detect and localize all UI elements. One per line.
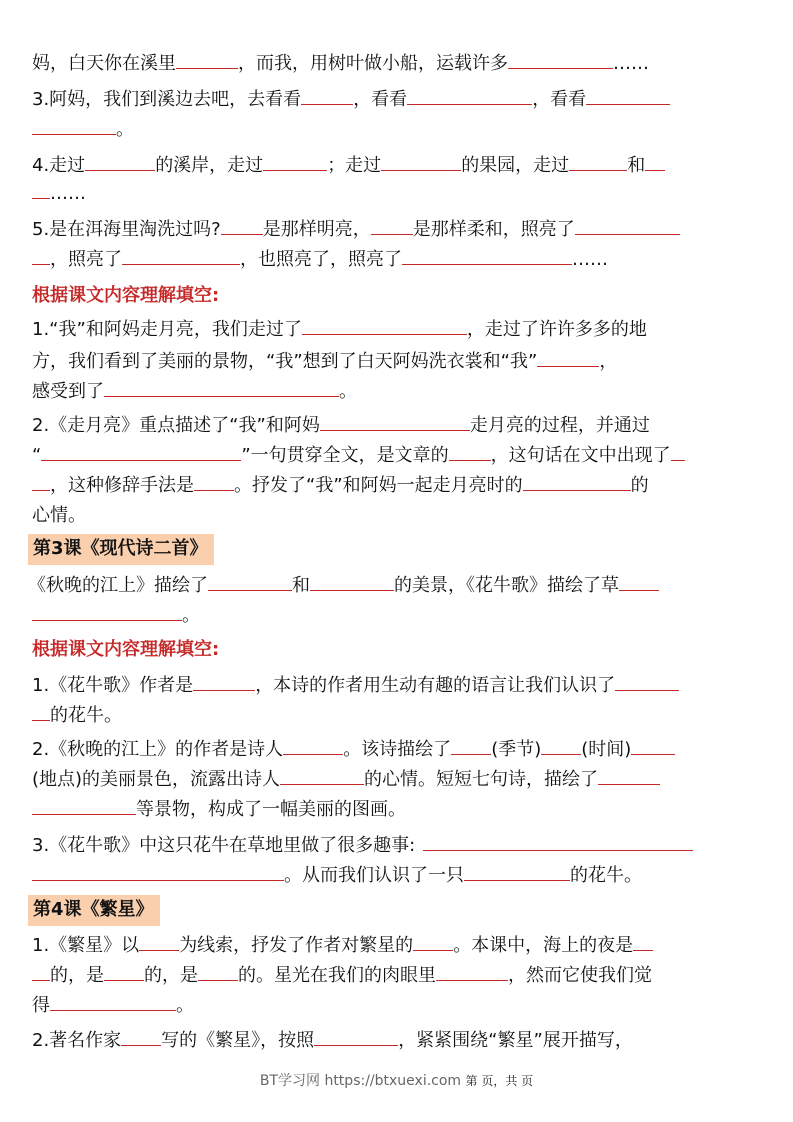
blank[interactable] bbox=[633, 932, 653, 951]
page-number: 第 页，共 页 bbox=[465, 1074, 534, 1088]
text-line: 1.“我”和阿妈走月亮，我们走过了 ，走过了许许多多的地 bbox=[32, 316, 772, 343]
blank[interactable] bbox=[381, 152, 461, 171]
text-line: 3.《花牛歌》中这只花牛在草地里做了很多趣事: bbox=[32, 832, 772, 859]
blank[interactable] bbox=[645, 152, 665, 171]
text-line: 。 bbox=[32, 116, 772, 143]
blank[interactable] bbox=[263, 152, 327, 171]
blank[interactable] bbox=[32, 862, 284, 881]
blank[interactable] bbox=[32, 180, 50, 199]
text-line: 。 bbox=[32, 602, 772, 629]
watermark-text: BT学习网 https://btxuexi.com bbox=[259, 1073, 462, 1089]
blank[interactable] bbox=[104, 962, 144, 981]
text-line: ，照亮了 ，也照亮了，照亮了 …… bbox=[32, 246, 772, 273]
blank[interactable] bbox=[407, 86, 532, 105]
blank[interactable] bbox=[301, 86, 353, 105]
text-line: 1.《繁星》以 为线索，抒发了作者对繁星的 。本课中，海上的夜是 bbox=[32, 932, 772, 959]
blank[interactable] bbox=[283, 736, 343, 755]
blank[interactable] bbox=[302, 316, 467, 335]
blank[interactable] bbox=[615, 672, 679, 691]
text-line: 妈，白天你在溪里 ，而我，用树叶做小船，运载许多 …… bbox=[32, 50, 772, 77]
blank[interactable] bbox=[464, 862, 570, 881]
blank[interactable] bbox=[320, 412, 470, 431]
blank[interactable] bbox=[221, 216, 263, 235]
blank[interactable] bbox=[139, 932, 179, 951]
text-line: 等景物，构成了一幅美丽的图画。 bbox=[32, 796, 772, 823]
blank[interactable] bbox=[121, 1027, 161, 1046]
blank[interactable] bbox=[541, 736, 581, 755]
text-line: 2.《走月亮》重点描述了“我”和阿妈 走月亮的过程，并通过 bbox=[32, 412, 772, 439]
text-line: 3.阿妈，我们到溪边去吧，去看看 ，看看 ，看看 bbox=[32, 86, 772, 113]
blank[interactable] bbox=[41, 442, 241, 461]
blank[interactable] bbox=[32, 246, 50, 265]
blank[interactable] bbox=[310, 572, 394, 591]
blank[interactable] bbox=[104, 378, 339, 397]
blank[interactable] bbox=[32, 602, 182, 621]
text-line: “ ”一句贯穿全文，是文章的 ，这句话在文中出现了 bbox=[32, 442, 772, 469]
text-line: 感受到了 。 bbox=[32, 378, 772, 405]
blank[interactable] bbox=[280, 766, 364, 785]
blank[interactable] bbox=[371, 216, 413, 235]
text-line: ，这种修辞手法是 。抒发了“我”和阿妈一起走月亮时的 的 bbox=[32, 472, 772, 499]
blank[interactable] bbox=[85, 152, 155, 171]
blank[interactable] bbox=[537, 348, 599, 367]
blank[interactable] bbox=[198, 962, 238, 981]
blank[interactable] bbox=[598, 766, 660, 785]
blank[interactable] bbox=[671, 442, 685, 461]
blank[interactable] bbox=[619, 572, 659, 591]
blank[interactable] bbox=[32, 796, 136, 815]
text-line: 心情。 bbox=[32, 505, 86, 526]
text-line: 的花牛。 bbox=[32, 702, 772, 729]
blank[interactable] bbox=[314, 1027, 398, 1046]
text-line: 1.《花牛歌》作者是 ，本诗的作者用生动有趣的语言让我们认识了 bbox=[32, 672, 772, 699]
blank[interactable] bbox=[32, 116, 116, 135]
blank[interactable] bbox=[436, 962, 508, 981]
blank[interactable] bbox=[508, 50, 613, 69]
text-line: (地点)的美丽景色，流露出诗人 的心情。短短七句诗，描绘了 bbox=[32, 766, 772, 793]
blank[interactable] bbox=[631, 736, 675, 755]
text-line: 方，我们看到了美丽的景物，“我”想到了白天阿妈洗衣裳和“我” ， bbox=[32, 348, 772, 375]
text-line: 5.是在洱海里淘洗过吗? 是那样明亮， 是那样柔和，照亮了 bbox=[32, 216, 772, 243]
text-line: 2.著名作家 写的《繁星》，按照 ，紧紧围绕“繁星”展开描写， bbox=[32, 1027, 772, 1054]
blank[interactable] bbox=[451, 736, 491, 755]
blank[interactable] bbox=[176, 50, 238, 69]
blank[interactable] bbox=[193, 672, 255, 691]
blank[interactable] bbox=[523, 472, 631, 491]
blank[interactable] bbox=[32, 702, 50, 721]
lesson-heading: 第4课《繁星》 bbox=[28, 895, 160, 926]
text-line: 得 。 bbox=[32, 992, 772, 1019]
text-line: 《秋晚的江上》描绘了 和 的美景，《花牛歌》描绘了草 bbox=[28, 572, 768, 599]
text-line: 。从而我们认识了一只 的花牛。 bbox=[32, 862, 772, 889]
blank[interactable] bbox=[586, 86, 670, 105]
lesson-heading: 第3课《现代诗二首》 bbox=[28, 534, 214, 565]
text-line: 2.《秋晚的江上》的作者是诗人 。该诗描绘了 (季节) (时间) bbox=[32, 736, 772, 763]
text-line: 的，是 的，是 的。星光在我们的肉眼里 ，然而它使我们觉 bbox=[32, 962, 772, 989]
section-heading: 根据课文内容理解填空: bbox=[32, 639, 220, 660]
blank[interactable] bbox=[575, 216, 680, 235]
blank[interactable] bbox=[423, 832, 693, 851]
blank[interactable] bbox=[50, 992, 176, 1011]
text-line: 4.走过 的溪岸，走过 ；走过 的果园，走过 和 bbox=[32, 152, 772, 179]
blank[interactable] bbox=[208, 572, 292, 591]
page-footer bbox=[0, 1070, 793, 1090]
blank[interactable] bbox=[32, 962, 50, 981]
text-line: …… bbox=[32, 180, 772, 207]
blank[interactable] bbox=[194, 472, 234, 491]
blank[interactable] bbox=[402, 246, 572, 265]
blank[interactable] bbox=[32, 472, 50, 491]
blank[interactable] bbox=[122, 246, 240, 265]
blank[interactable] bbox=[449, 442, 491, 461]
blank[interactable] bbox=[569, 152, 627, 171]
section-heading: 根据课文内容理解填空: bbox=[32, 285, 220, 306]
blank[interactable] bbox=[413, 932, 453, 951]
